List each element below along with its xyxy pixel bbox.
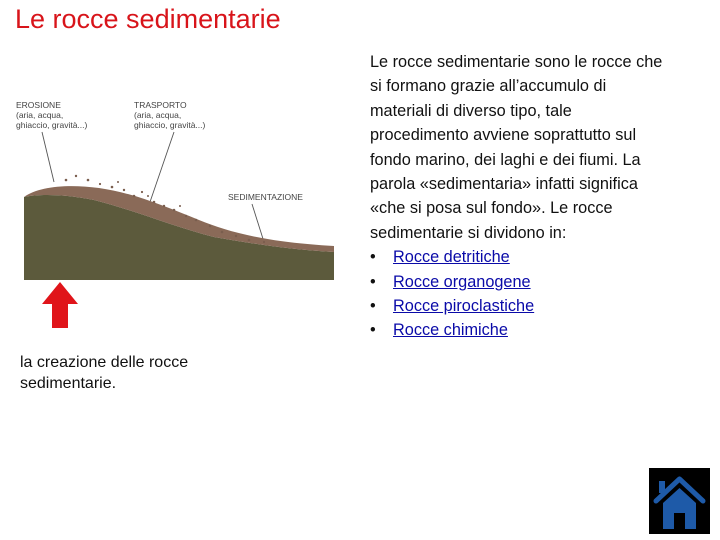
caption-line: sedimentarie.	[20, 375, 117, 392]
bullet: •	[370, 321, 376, 340]
list-item	[370, 245, 710, 269]
label-trasporto-title: TRASPORTO	[134, 100, 187, 110]
link-rocce-organogene[interactable]: Rocce organogene	[393, 272, 531, 291]
link-rocce-chimiche[interactable]: Rocce chimiche	[393, 321, 508, 340]
rock-types-list	[370, 245, 710, 343]
bullet: •	[370, 297, 376, 316]
description-line: sedimentarie si dividono in:	[370, 223, 567, 242]
description-line: parola «sedimentaria» infatti significa	[370, 175, 638, 194]
description-text	[370, 50, 710, 343]
description-line: fondo marino, dei laghi e dei fiumi. La	[370, 150, 641, 169]
sedimentazione-pointer-line	[252, 204, 264, 242]
label-trasporto-agents-1: (aria, acqua,	[134, 110, 182, 120]
bullet: •	[370, 272, 376, 291]
bullet: •	[370, 248, 376, 267]
label-erosione-title: EROSIONE	[16, 100, 61, 110]
description-line: «che si posa sul fondo». Le rocce	[370, 199, 613, 218]
link-rocce-detritiche[interactable]: Rocce detritiche	[393, 248, 510, 267]
home-icon	[649, 468, 710, 534]
red-up-arrow-icon	[42, 282, 78, 328]
link-rocce-piroclastiche[interactable]: Rocce piroclastiche	[393, 297, 535, 316]
description-line: Le rocce sedimentarie sono le rocce che	[370, 53, 663, 71]
diagram-caption	[20, 352, 260, 394]
description-line: si formano grazie all’accumulo di	[370, 77, 607, 96]
description-line: materiali di diverso tipo, tale	[370, 101, 572, 120]
trasporto-pointer-line	[150, 132, 174, 202]
page-title: Le rocce sedimentarie	[15, 4, 281, 34]
label-erosione-agents-1: (aria, acqua,	[16, 110, 64, 120]
list-item	[370, 294, 710, 318]
label-trasporto-agents-2: ghiaccio, gravità...)	[134, 120, 206, 130]
erosione-pointer-line	[42, 132, 54, 182]
label-erosione-agents-2: ghiaccio, gravità...)	[16, 120, 88, 130]
sedimentation-diagram	[14, 92, 334, 332]
caption-line: la creazione delle rocce	[20, 354, 189, 371]
rock-block-side	[24, 195, 334, 280]
list-item	[370, 270, 710, 294]
list-item	[370, 318, 710, 342]
home-button[interactable]	[649, 468, 710, 534]
label-sedimentazione: SEDIMENTAZIONE	[228, 192, 303, 202]
description-line: procedimento avviene soprattutto sul	[370, 126, 637, 145]
